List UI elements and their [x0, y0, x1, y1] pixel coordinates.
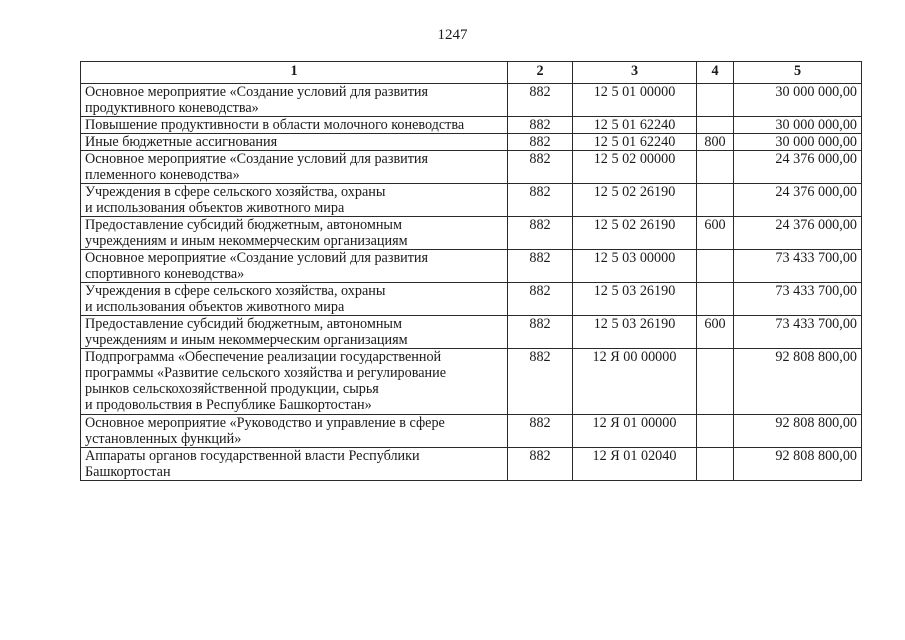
row-code-text: 12 5 02 26190	[593, 217, 676, 233]
row-code-text: 12 5 01 00000	[593, 84, 676, 100]
row-name-text: Основное мероприятие «Руководство и управление в сфере установленных функций»	[85, 415, 445, 447]
row-code-text: 12 5 02 26190	[593, 184, 676, 200]
row-amount-text: 73 433 700,00	[775, 283, 857, 299]
row-admin-text: 882	[529, 117, 551, 133]
row-amount-cell	[734, 448, 862, 481]
row-name-cell	[81, 117, 508, 134]
row-amount-cell	[734, 316, 862, 349]
row-admin-text: 882	[529, 134, 551, 150]
row-amount-text: 30 000 000,00	[775, 117, 857, 133]
row-amount-text: 92 808 800,00	[775, 448, 857, 464]
row-name-cell	[81, 349, 508, 415]
table-row	[81, 316, 862, 349]
row-code-cell	[573, 415, 697, 448]
row-amount-text: 30 000 000,00	[775, 84, 857, 100]
row-admin-cell	[508, 84, 573, 117]
row-amount-text: 24 376 000,00	[775, 217, 857, 233]
row-name-cell	[81, 84, 508, 117]
row-amount-text: 73 433 700,00	[775, 250, 857, 266]
row-code-cell	[573, 217, 697, 250]
row-amount-cell	[734, 415, 862, 448]
table-row	[81, 349, 862, 415]
row-expense-type-cell	[697, 217, 734, 250]
row-name-text: Аппараты органов государственной власти Республики Башкортостан	[85, 448, 420, 480]
row-name-text: Подпрограмма «Обеспечение реализации государственной программы «Развитие сельского хозяйства и регулирование рынков сельскохозяйственной продукции, сырья и продовольствия в Республике Башкортостан»	[85, 349, 447, 413]
row-amount-cell	[734, 217, 862, 250]
row-expense-type-cell	[697, 184, 734, 217]
row-admin-text: 882	[529, 448, 551, 464]
row-code-cell	[573, 349, 697, 415]
row-code-cell	[573, 84, 697, 117]
row-name-cell	[81, 134, 508, 151]
row-name-text: Основное мероприятие «Создание условий для развития племенного коневодства»	[85, 151, 429, 183]
row-name-text: Учреждения в сфере сельского хозяйства, охраны и использования объектов животного мира	[85, 283, 386, 315]
row-code-cell	[573, 316, 697, 349]
row-expense-type-text: 600	[704, 217, 726, 233]
row-admin-text: 882	[529, 316, 551, 332]
row-expense-type-cell	[697, 316, 734, 349]
row-admin-cell	[508, 316, 573, 349]
row-admin-text: 882	[529, 415, 551, 431]
row-amount-cell	[734, 349, 862, 415]
table-row	[81, 250, 862, 283]
row-admin-cell	[508, 184, 573, 217]
row-name-text: Иные бюджетные ассигнования	[85, 134, 278, 150]
table-row	[81, 448, 862, 481]
row-expense-type-cell	[697, 283, 734, 316]
row-code-text: 12 5 01 62240	[593, 134, 676, 150]
column-header-admin: 2	[508, 62, 573, 84]
row-amount-text: 30 000 000,00	[775, 134, 857, 150]
row-admin-text: 882	[529, 84, 551, 100]
row-admin-cell	[508, 448, 573, 481]
row-expense-type-cell	[697, 117, 734, 134]
row-admin-cell	[508, 349, 573, 415]
header-row	[81, 62, 862, 84]
row-admin-cell	[508, 283, 573, 316]
row-amount-text: 73 433 700,00	[775, 316, 857, 332]
row-amount-cell	[734, 283, 862, 316]
row-code-cell	[573, 117, 697, 134]
row-code-cell	[573, 184, 697, 217]
row-expense-type-cell	[697, 250, 734, 283]
row-code-text: 12 5 02 00000	[593, 151, 676, 167]
table-row	[81, 283, 862, 316]
row-admin-text: 882	[529, 283, 551, 299]
row-name-text: Повышение продуктивности в области молочного коневодства	[85, 117, 465, 133]
column-header-amount: 5	[734, 62, 862, 84]
row-expense-type-cell	[697, 349, 734, 415]
row-name-text: Предоставление субсидий бюджетным, автономным учреждениям и иным некоммерческим организациям	[85, 316, 408, 348]
row-code-cell	[573, 250, 697, 283]
row-amount-cell	[734, 84, 862, 117]
row-name-cell	[81, 283, 508, 316]
row-admin-cell	[508, 151, 573, 184]
row-expense-type-cell	[697, 415, 734, 448]
row-expense-type-cell	[697, 151, 734, 184]
row-amount-text: 92 808 800,00	[775, 349, 857, 365]
row-code-text: 12 5 03 26190	[593, 283, 676, 299]
row-expense-type-cell	[697, 84, 734, 117]
row-amount-cell	[734, 151, 862, 184]
row-amount-text: 24 376 000,00	[775, 184, 857, 200]
row-name-cell	[81, 250, 508, 283]
row-admin-text: 882	[529, 184, 551, 200]
row-amount-cell	[734, 250, 862, 283]
row-amount-cell	[734, 117, 862, 134]
row-code-text: 12 Я 01 02040	[592, 448, 677, 464]
row-name-text: Основное мероприятие «Создание условий для развития спортивного коневодства»	[85, 250, 429, 282]
page-number: 1247	[437, 27, 468, 43]
row-amount-text: 24 376 000,00	[775, 151, 857, 167]
row-code-cell	[573, 151, 697, 184]
row-code-cell	[573, 134, 697, 151]
row-name-cell	[81, 448, 508, 481]
budget-table	[80, 61, 862, 481]
table-row	[81, 184, 862, 217]
table-row	[81, 117, 862, 134]
row-name-cell	[81, 151, 508, 184]
row-code-cell	[573, 448, 697, 481]
row-amount-cell	[734, 134, 862, 151]
row-admin-text: 882	[529, 151, 551, 167]
row-code-text: 12 5 03 00000	[593, 250, 676, 266]
row-expense-type-text: 600	[704, 316, 726, 332]
row-expense-type-cell	[697, 448, 734, 481]
row-name-text: Предоставление субсидий бюджетным, автономным учреждениям и иным некоммерческим организациям	[85, 217, 408, 249]
table-row	[81, 217, 862, 250]
row-admin-text: 882	[529, 349, 551, 365]
row-name-cell	[81, 217, 508, 250]
row-name-cell	[81, 316, 508, 349]
table-row	[81, 84, 862, 117]
row-name-cell	[81, 184, 508, 217]
row-admin-cell	[508, 117, 573, 134]
row-code-text: 12 Я 00 00000	[592, 349, 677, 365]
row-name-cell	[81, 415, 508, 448]
row-expense-type-cell	[697, 134, 734, 151]
row-admin-cell	[508, 134, 573, 151]
row-admin-cell	[508, 250, 573, 283]
table-row	[81, 415, 862, 448]
row-amount-cell	[734, 184, 862, 217]
row-code-cell	[573, 283, 697, 316]
column-header-name: 1	[81, 62, 508, 84]
column-header-expense-type: 4	[697, 62, 734, 84]
row-admin-cell	[508, 217, 573, 250]
row-name-text: Основное мероприятие «Создание условий для развития продуктивного коневодства»	[85, 84, 429, 116]
row-code-text: 12 Я 01 00000	[592, 415, 677, 431]
row-admin-text: 882	[529, 250, 551, 266]
row-amount-text: 92 808 800,00	[775, 415, 857, 431]
table-row	[81, 151, 862, 184]
row-code-text: 12 5 03 26190	[593, 316, 676, 332]
column-header-code: 3	[573, 62, 697, 84]
row-name-text: Учреждения в сфере сельского хозяйства, охраны и использования объектов животного мира	[85, 184, 386, 216]
table-body	[81, 84, 862, 481]
row-expense-type-text: 800	[704, 134, 726, 150]
row-admin-text: 882	[529, 217, 551, 233]
table-row	[81, 134, 862, 151]
row-code-text: 12 5 01 62240	[593, 117, 676, 133]
row-admin-cell	[508, 415, 573, 448]
